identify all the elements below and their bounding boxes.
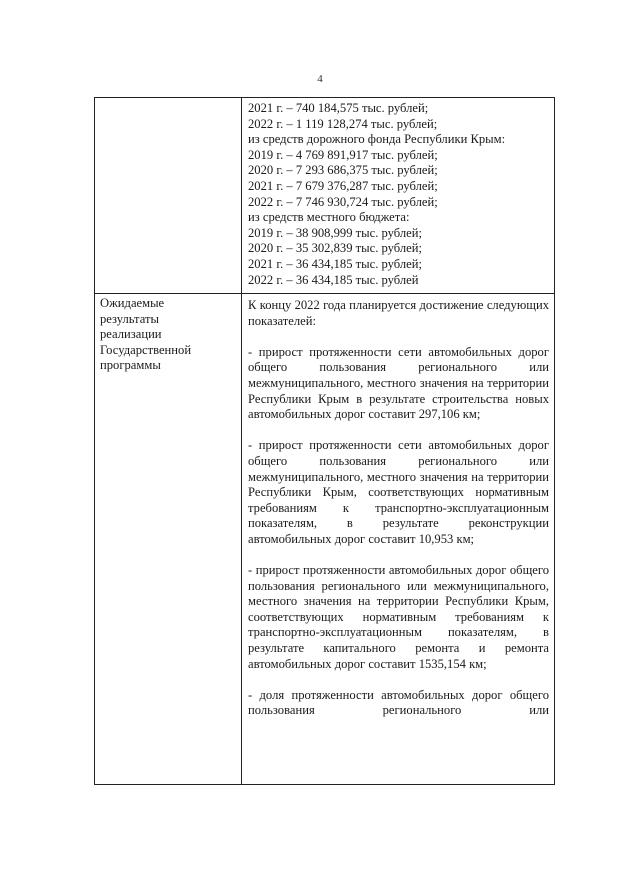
indicator-item: - прирост протяженности сети автомобильных дорог общего пользования регионального или межмуниципального, местного значения на территории Республики Крым, соответствующих нормативным требованиям к транспортно-эксплуатационным показателям, в результате реконструкции автомобильных дорог составит 10,953 км; xyxy=(248,438,549,546)
table-row-funding xyxy=(95,98,555,294)
funding-line: 2022 г. – 36 434,185 тыс. рублей xyxy=(248,272,419,287)
funding-line: 2021 г. – 7 679 376,287 тыс. рублей; xyxy=(248,178,438,193)
expected-results-label-cell xyxy=(95,294,242,785)
funding-line: 2022 г. – 7 746 930,724 тыс. рублей; xyxy=(248,194,438,209)
funding-line: 2021 г. – 740 184,575 тыс. рублей; xyxy=(248,101,429,115)
funding-line: 2022 г. – 1 119 128,274 тыс. рублей; xyxy=(248,116,438,131)
funding-line: 2021 г. – 36 434,185 тыс. рублей; xyxy=(248,256,422,271)
indicator-item: - прирост протяженности автомобильных дорог общего пользования регионального или межмуниципального, местного значения на территории Республики Крым, соответствующих нормативным требованиям к транспортно-эксплуатационным показателям, в результате капитального ремонта и ремонта автомобильных дорог составит 1535,154 км; xyxy=(248,563,549,671)
indicator-item: - доля протяженности автомобильных дорог общего пользования регионального или xyxy=(248,687,549,718)
page-number: 4 xyxy=(317,73,323,85)
funding-line: 2019 г. – 4 769 891,917 тыс. рублей; xyxy=(248,147,438,162)
funding-values-cell xyxy=(242,98,555,294)
expected-results-label: Ожидаемые результаты реализации Государственной программы xyxy=(100,296,192,373)
funding-line: 2020 г. – 7 293 686,375 тыс. рублей; xyxy=(248,163,438,178)
funding-line: из средств дорожного фонда Республики Крым: xyxy=(248,132,506,147)
table-row-expected-results xyxy=(95,294,555,785)
funding-line: из средств местного бюджета: xyxy=(248,210,410,225)
program-passport-table xyxy=(94,97,555,785)
funding-label-cell xyxy=(95,98,242,294)
expected-results-content-cell xyxy=(242,294,555,785)
funding-line: 2019 г. – 38 908,999 тыс. рублей; xyxy=(248,225,422,240)
indicator-item: - прирост протяженности сети автомобильных дорог общего пользования регионального или межмуниципального, местного значения на территории Республики Крым в результате строительства новых автомобильных дорог составит 297,106 км; xyxy=(248,344,549,422)
funding-line: 2020 г. – 35 302,839 тыс. рублей; xyxy=(248,241,422,256)
expected-results-intro: К концу 2022 года планируется достижение следующих показателей: xyxy=(248,298,549,328)
